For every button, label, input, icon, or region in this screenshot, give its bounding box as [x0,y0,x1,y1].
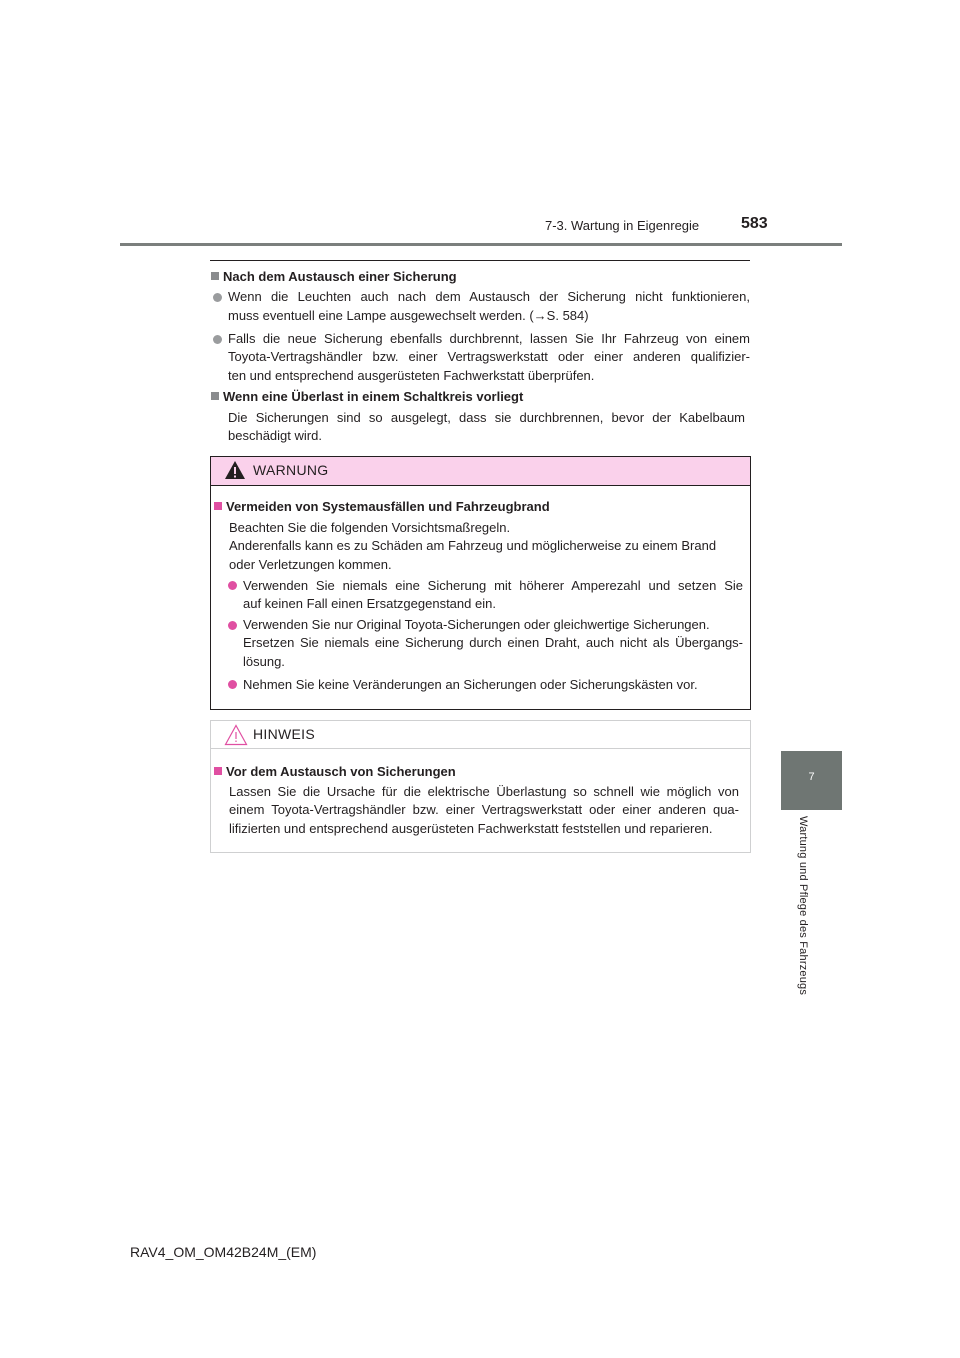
warning-title: WARNUNG [253,462,329,478]
chapter-title: Wartung und Pflege des Fahrzeugs [797,816,809,996]
round-bullet-icon [213,293,222,302]
round-bullet-icon [213,335,222,344]
round-bullet-icon [228,680,237,689]
document-code: RAV4_OM_OM42B24M_(EM) [130,1244,317,1260]
warning-triangle-icon [224,460,246,480]
bullet-line: ten und entsprechend ausgerüsteten Fachwerkstatt überprüfen. [228,368,595,383]
bullet-line: Wenn die Leuchten auch nach dem Austausch der Sicherung nicht funktionieren, [228,289,750,304]
notice-heading [214,762,456,781]
warning-bullet-line: Ersetzen Sie niemals eine Sicherung durch einen Draht, auch nicht als Übergangs- [243,635,743,650]
heading-text: Wenn eine Überlast in einem Schaltkreis vorliegt [223,389,524,404]
notice-line: einem Toyota-Vertragshändler bzw. einer Vertragswerkstatt oder einer anderen qua- [229,802,739,817]
square-bullet-icon [214,502,222,510]
notice-title: HINWEIS [253,726,315,742]
bullet-line: Toyota-Vertragshändler bzw. einer Vertragswerkstatt oder einer anderen qualifizier- [228,349,750,364]
warning-bullet-line: Verwenden Sie niemals eine Sicherung mit höherer Amperezahl und setzen Sie [243,578,743,593]
warning-intro-line: Beachten Sie die folgenden Vorsichtsmaßregeln. [229,520,511,535]
warning-heading [214,497,550,516]
notice-triangle-icon [224,724,248,746]
section-title: 7-3. Wartung in Eigenregie [545,218,700,233]
notice-line: Lassen Sie die Ursache für die elektrische Überlastung so schnell wie möglich von [229,784,739,799]
paragraph-line: Die Sicherungen sind so ausgelegt, dass sie durchbrennen, bevor der Kabelbaum [228,410,745,425]
warning-bullet-line: lösung. [243,654,285,669]
round-bullet-icon [228,581,237,590]
warning-bullet-line: Verwenden Sie nur Original Toyota-Sicherungen oder gleichwertige Sicherungen. [243,617,710,632]
warning-bullet-line: auf keinen Fall einen Ersatzgegenstand ein. [243,596,496,611]
heading-text: Vor dem Austausch von Sicherungen [226,764,456,779]
header-rule [120,243,842,246]
square-bullet-icon [211,272,219,280]
section-heading-overload [211,387,523,406]
paragraph-line: beschädigt wird. [228,428,322,443]
heading-text: Nach dem Austausch einer Sicherung [223,269,457,284]
notice-divider [211,748,750,749]
section-heading-after-replacement [211,267,457,286]
square-bullet-icon [211,392,219,400]
content-rule [210,260,750,261]
page-number: 583 [741,215,768,232]
bullet-line: muss eventuell eine Lampe ausgewechselt werden. (→S. 584) [228,308,589,323]
bullet-line: Falls die neue Sicherung ebenfalls durchbrennt, lassen Sie Ihr Fahrzeug von einem [228,331,750,346]
warning-intro-line: Anderenfalls kann es zu Schäden am Fahrzeug und möglicherweise zu einem Brand [229,538,717,553]
square-bullet-icon [214,767,222,775]
warning-bullet-line: Nehmen Sie keine Veränderungen an Sicherungen oder Sicherungskästen vor. [243,677,698,692]
warning-intro-line: oder Verletzungen kommen. [229,557,392,572]
round-bullet-icon [228,621,237,630]
heading-text: Vermeiden von Systemausfällen und Fahrzeugbrand [226,499,550,514]
chapter-number: 7 [808,771,815,783]
notice-line: lifizierten und entsprechend ausgerüsteten Fachwerkstatt feststellen und reparieren. [229,821,713,836]
